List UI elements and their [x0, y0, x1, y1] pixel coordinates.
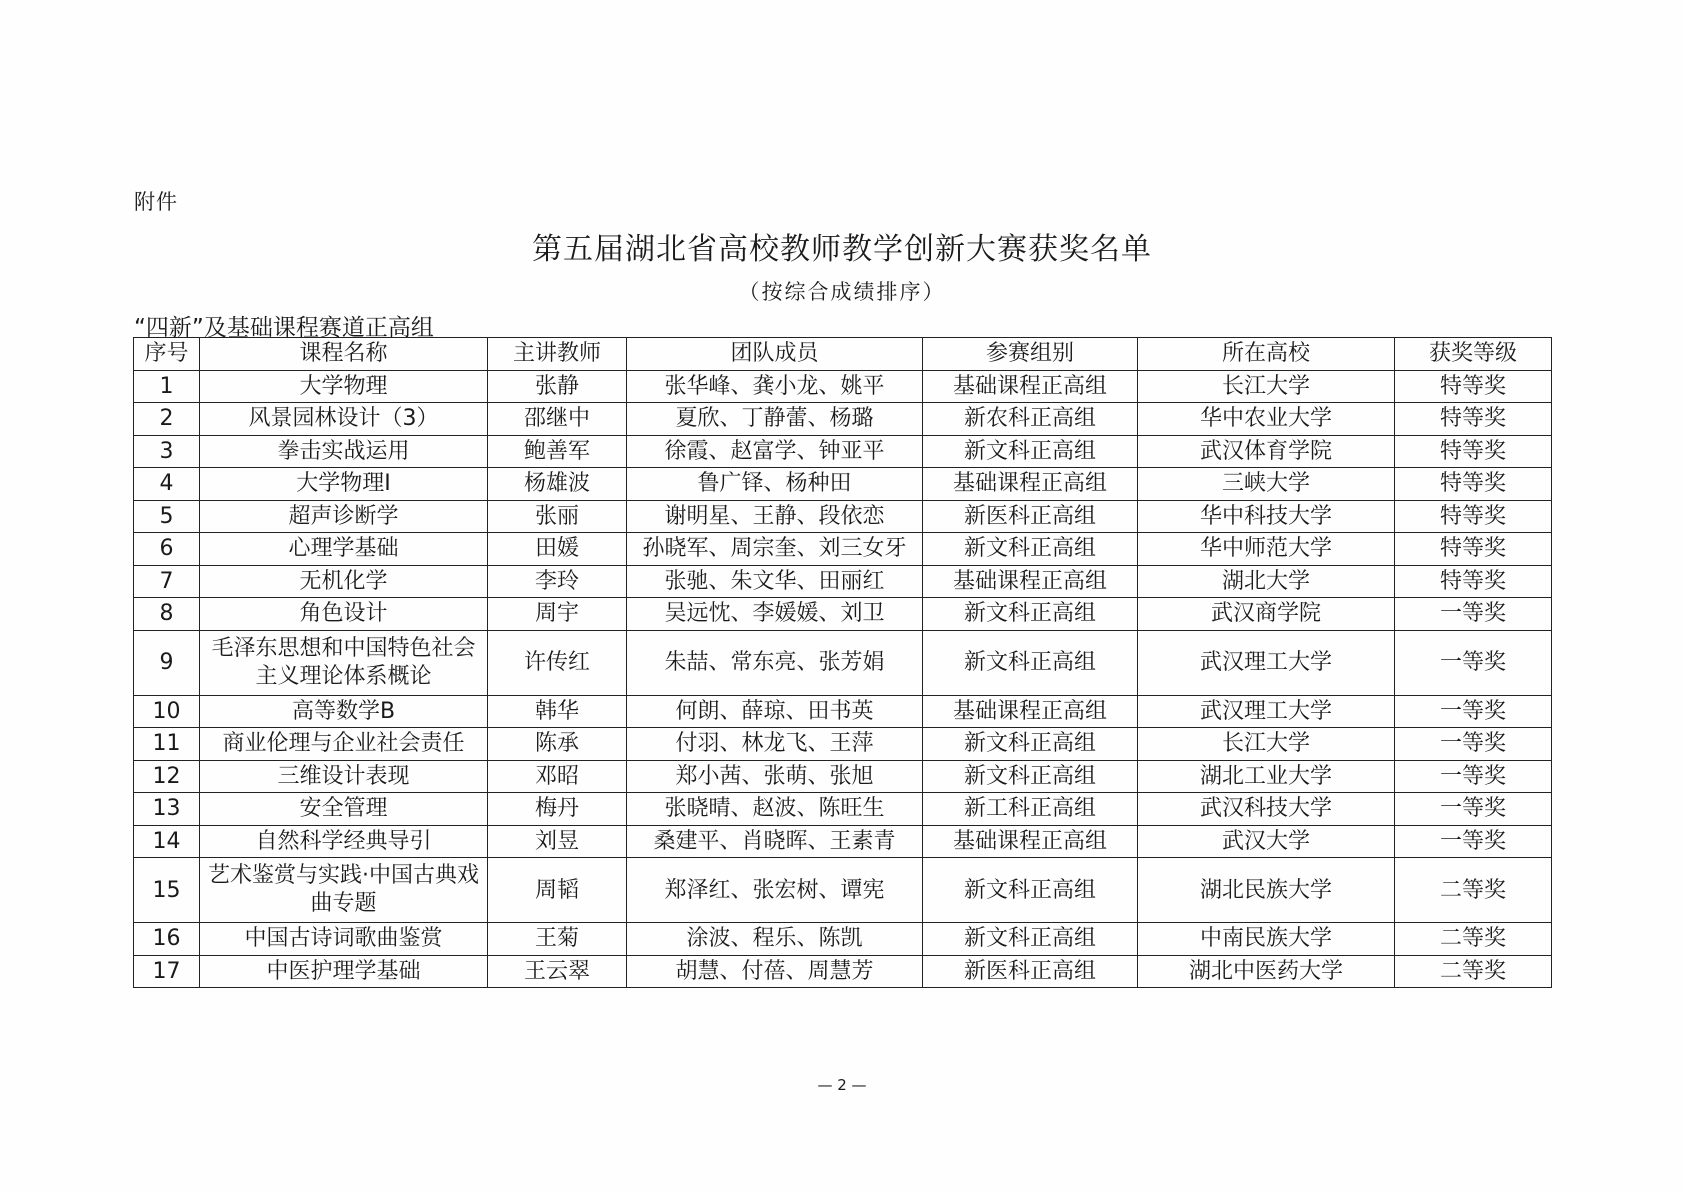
cell-teacher: 韩华	[488, 695, 627, 728]
cell-group: 基础课程正高组	[923, 468, 1138, 501]
cell-team: 张华峰、龚小龙、姚平	[627, 370, 923, 403]
table-row	[134, 630, 1552, 695]
cell-school: 湖北工业大学	[1138, 760, 1395, 793]
cell-group: 新工科正高组	[923, 793, 1138, 826]
cell-no: 17	[134, 955, 200, 988]
cell-no: 13	[134, 793, 200, 826]
column-header-teacher: 主讲教师	[488, 338, 627, 371]
cell-school: 华中科技大学	[1138, 500, 1395, 533]
cell-teacher: 许传红	[488, 630, 627, 695]
table-row	[134, 598, 1552, 631]
table-row	[134, 370, 1552, 403]
cell-course: 心理学基础	[200, 533, 488, 566]
cell-award: 特等奖	[1395, 468, 1552, 501]
cell-course: 三维设计表现	[200, 760, 488, 793]
cell-team: 桑建平、肖晓晖、王素青	[627, 825, 923, 858]
cell-group: 新农科正高组	[923, 403, 1138, 436]
table-row	[134, 793, 1552, 826]
cell-group: 基础课程正高组	[923, 695, 1138, 728]
cell-no: 9	[134, 630, 200, 695]
cell-school: 武汉科技大学	[1138, 793, 1395, 826]
cell-team: 胡慧、付蓓、周慧芳	[627, 955, 923, 988]
cell-award: 一等奖	[1395, 598, 1552, 631]
cell-school: 武汉理工大学	[1138, 695, 1395, 728]
cell-award: 一等奖	[1395, 825, 1552, 858]
table-row	[134, 435, 1552, 468]
cell-teacher: 杨雄波	[488, 468, 627, 501]
section-label: “四新”及基础课程赛道正高组	[134, 315, 434, 341]
column-header-team: 团队成员	[627, 338, 923, 371]
cell-teacher: 鲍善军	[488, 435, 627, 468]
cell-course: 商业伦理与企业社会责任	[200, 728, 488, 761]
cell-school: 武汉体育学院	[1138, 435, 1395, 468]
cell-school: 武汉理工大学	[1138, 630, 1395, 695]
cell-no: 5	[134, 500, 200, 533]
table-row	[134, 565, 1552, 598]
cell-school: 中南民族大学	[1138, 923, 1395, 956]
cell-course: 高等数学B	[200, 695, 488, 728]
cell-no: 14	[134, 825, 200, 858]
cell-course: 拳击实战运用	[200, 435, 488, 468]
column-header-course: 课程名称	[200, 338, 488, 371]
cell-team: 付羽、林龙飞、王萍	[627, 728, 923, 761]
cell-course: 大学物理Ⅰ	[200, 468, 488, 501]
cell-teacher: 李玲	[488, 565, 627, 598]
cell-award: 一等奖	[1395, 728, 1552, 761]
cell-school: 湖北民族大学	[1138, 858, 1395, 923]
cell-group: 基础课程正高组	[923, 370, 1138, 403]
cell-school: 长江大学	[1138, 370, 1395, 403]
cell-award: 一等奖	[1395, 760, 1552, 793]
column-header-school: 所在高校	[1138, 338, 1395, 371]
cell-award: 一等奖	[1395, 793, 1552, 826]
cell-award: 一等奖	[1395, 630, 1552, 695]
table-row	[134, 533, 1552, 566]
cell-award: 二等奖	[1395, 858, 1552, 923]
cell-team: 吴远忱、李媛媛、刘卫	[627, 598, 923, 631]
page-number: — 2 —	[817, 1076, 867, 1094]
cell-course: 角色设计	[200, 598, 488, 631]
cell-school: 华中师范大学	[1138, 533, 1395, 566]
cell-group: 新文科正高组	[923, 923, 1138, 956]
cell-award: 特等奖	[1395, 370, 1552, 403]
cell-group: 新医科正高组	[923, 955, 1138, 988]
cell-group: 新文科正高组	[923, 435, 1138, 468]
awards-table	[133, 337, 1552, 988]
cell-group: 新文科正高组	[923, 728, 1138, 761]
cell-teacher: 周韬	[488, 858, 627, 923]
table-body	[134, 370, 1552, 988]
table-row	[134, 760, 1552, 793]
cell-team: 张晓晴、赵波、陈旺生	[627, 793, 923, 826]
cell-team: 孙晓军、周宗奎、刘三女牙	[627, 533, 923, 566]
cell-school: 三峡大学	[1138, 468, 1395, 501]
cell-course: 中医护理学基础	[200, 955, 488, 988]
cell-award: 特等奖	[1395, 435, 1552, 468]
table-header-row	[134, 338, 1552, 371]
cell-award: 一等奖	[1395, 695, 1552, 728]
column-header-award: 获奖等级	[1395, 338, 1552, 371]
cell-course: 超声诊断学	[200, 500, 488, 533]
cell-course: 自然科学经典导引	[200, 825, 488, 858]
cell-school: 湖北大学	[1138, 565, 1395, 598]
cell-no: 3	[134, 435, 200, 468]
cell-teacher: 陈承	[488, 728, 627, 761]
table-row	[134, 403, 1552, 436]
cell-school: 华中农业大学	[1138, 403, 1395, 436]
cell-no: 15	[134, 858, 200, 923]
page-title: 第五届湖北省高校教师教学创新大赛获奖名单	[532, 232, 1152, 267]
cell-team: 郑小茜、张萌、张旭	[627, 760, 923, 793]
cell-course: 中国古诗词歌曲鉴赏	[200, 923, 488, 956]
cell-course: 安全管理	[200, 793, 488, 826]
cell-teacher: 王菊	[488, 923, 627, 956]
attachment-label: 附件	[134, 190, 178, 214]
cell-teacher: 梅丹	[488, 793, 627, 826]
cell-no: 10	[134, 695, 200, 728]
table-row	[134, 955, 1552, 988]
cell-course: 毛泽东思想和中国特色社会主义理论体系概论	[200, 630, 488, 695]
table-row	[134, 500, 1552, 533]
page-subtitle: （按综合成绩排序）	[738, 280, 946, 304]
cell-course: 艺术鉴赏与实践·中国古典戏曲专题	[200, 858, 488, 923]
cell-team: 朱喆、常东亮、张芳娟	[627, 630, 923, 695]
cell-award: 特等奖	[1395, 565, 1552, 598]
cell-no: 16	[134, 923, 200, 956]
table-row	[134, 923, 1552, 956]
cell-teacher: 刘昱	[488, 825, 627, 858]
cell-group: 新文科正高组	[923, 760, 1138, 793]
cell-group: 基础课程正高组	[923, 825, 1138, 858]
cell-award: 二等奖	[1395, 955, 1552, 988]
cell-award: 二等奖	[1395, 923, 1552, 956]
cell-team: 郑泽红、张宏树、谭宪	[627, 858, 923, 923]
cell-teacher: 张静	[488, 370, 627, 403]
cell-team: 鲁广铎、杨种田	[627, 468, 923, 501]
cell-no: 2	[134, 403, 200, 436]
cell-no: 11	[134, 728, 200, 761]
cell-team: 徐霞、赵富学、钟亚平	[627, 435, 923, 468]
cell-school: 武汉商学院	[1138, 598, 1395, 631]
cell-group: 新文科正高组	[923, 630, 1138, 695]
cell-course: 风景园林设计（3）	[200, 403, 488, 436]
cell-group: 基础课程正高组	[923, 565, 1138, 598]
table-row	[134, 468, 1552, 501]
cell-group: 新文科正高组	[923, 598, 1138, 631]
cell-group: 新文科正高组	[923, 858, 1138, 923]
cell-teacher: 王云翠	[488, 955, 627, 988]
cell-no: 8	[134, 598, 200, 631]
column-header-group: 参赛组别	[923, 338, 1138, 371]
cell-team: 何朗、薛琼、田书英	[627, 695, 923, 728]
cell-teacher: 田媛	[488, 533, 627, 566]
cell-teacher: 邵继中	[488, 403, 627, 436]
cell-no: 1	[134, 370, 200, 403]
cell-award: 特等奖	[1395, 403, 1552, 436]
cell-no: 4	[134, 468, 200, 501]
cell-award: 特等奖	[1395, 500, 1552, 533]
cell-school: 武汉大学	[1138, 825, 1395, 858]
table-row	[134, 728, 1552, 761]
cell-teacher: 邓昭	[488, 760, 627, 793]
column-header-no: 序号	[134, 338, 200, 371]
cell-school: 湖北中医药大学	[1138, 955, 1395, 988]
cell-no: 7	[134, 565, 200, 598]
cell-course: 大学物理	[200, 370, 488, 403]
cell-team: 涂波、程乐、陈凯	[627, 923, 923, 956]
cell-team: 谢明星、王静、段依恋	[627, 500, 923, 533]
table-row	[134, 858, 1552, 923]
cell-teacher: 张丽	[488, 500, 627, 533]
cell-course: 无机化学	[200, 565, 488, 598]
cell-group: 新医科正高组	[923, 500, 1138, 533]
cell-team: 张驰、朱文华、田丽红	[627, 565, 923, 598]
cell-award: 特等奖	[1395, 533, 1552, 566]
cell-no: 12	[134, 760, 200, 793]
cell-school: 长江大学	[1138, 728, 1395, 761]
table-row	[134, 825, 1552, 858]
table-row	[134, 695, 1552, 728]
cell-team: 夏欣、丁静蕾、杨璐	[627, 403, 923, 436]
cell-group: 新文科正高组	[923, 533, 1138, 566]
cell-no: 6	[134, 533, 200, 566]
cell-teacher: 周宇	[488, 598, 627, 631]
